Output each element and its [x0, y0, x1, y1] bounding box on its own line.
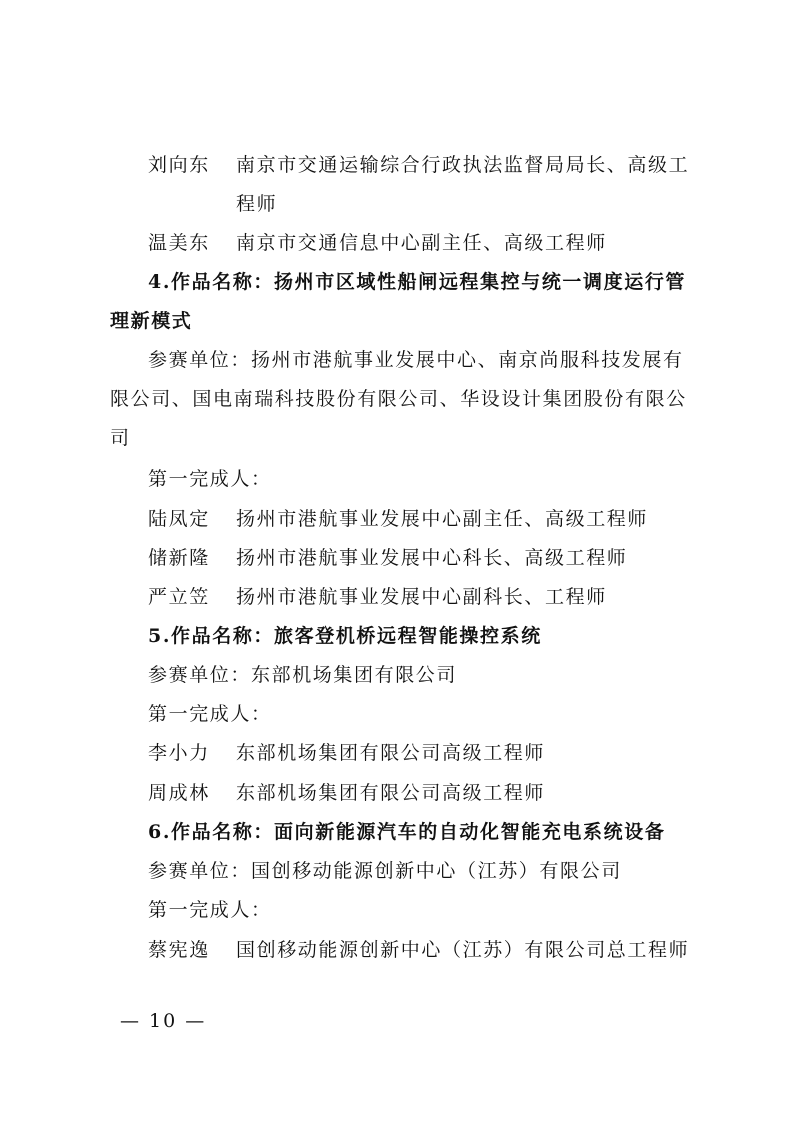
member-row	[148, 741, 545, 765]
member-row	[148, 231, 607, 255]
member-row	[148, 507, 648, 531]
member-name: 温美东	[148, 232, 210, 254]
work-title-4: 4.作品名称：扬州市区域性船闸远程集控与统一调度运行管	[148, 271, 687, 293]
first-completers-label: 第一完成人：	[148, 703, 272, 725]
member-title: 扬州市港航事业发展中心科长、高级工程师	[236, 547, 628, 569]
member-title: 国创移动能源创新中心（江苏）有限公司总工程师	[236, 939, 690, 961]
member-row	[148, 585, 607, 609]
member-title-continued: 程师	[236, 193, 278, 215]
first-completers-label: 第一完成人：	[148, 468, 272, 490]
entrant-units-4-continued: 限公司、国电南瑞科技股份有限公司、华设设计集团股份有限公	[110, 388, 687, 410]
entrant-units-4-continued: 司	[110, 427, 131, 449]
member-row	[148, 546, 627, 570]
member-name: 储新隆	[148, 547, 210, 569]
first-completers-label: 第一完成人：	[148, 899, 272, 921]
entrant-units-6: 参赛单位：国创移动能源创新中心（江苏）有限公司	[148, 860, 622, 882]
work-title-6: 6.作品名称：面向新能源汽车的自动化智能充电系统设备	[148, 821, 666, 843]
page-number: — 10 —	[120, 1010, 207, 1032]
member-row	[148, 938, 689, 962]
member-name: 周成林	[148, 782, 210, 804]
member-name: 陆凤定	[148, 508, 210, 530]
member-title: 东部机场集团有限公司高级工程师	[236, 742, 546, 764]
entrant-units-5: 参赛单位：东部机场集团有限公司	[148, 664, 458, 686]
member-title: 扬州市港航事业发展中心副主任、高级工程师	[236, 508, 649, 530]
member-name: 刘向东	[148, 154, 210, 176]
member-name: 严立笠	[148, 586, 210, 608]
work-title-5: 5.作品名称：旅客登机桥远程智能操控系统	[148, 625, 542, 647]
member-title: 南京市交通运输综合行政执法监督局局长、高级工	[236, 154, 690, 176]
member-name: 李小力	[148, 742, 210, 764]
member-row	[148, 153, 689, 177]
work-title-4-continued: 理新模式	[110, 310, 193, 332]
member-title: 南京市交通信息中心副主任、高级工程师	[236, 232, 607, 254]
member-title: 东部机场集团有限公司高级工程师	[236, 782, 546, 804]
member-row	[148, 781, 545, 805]
member-name: 蔡宪逸	[148, 939, 210, 961]
entrant-units-4: 参赛单位：扬州市港航事业发展中心、南京尚服科技发展有	[148, 349, 684, 371]
member-title: 扬州市港航事业发展中心副科长、工程师	[236, 586, 607, 608]
